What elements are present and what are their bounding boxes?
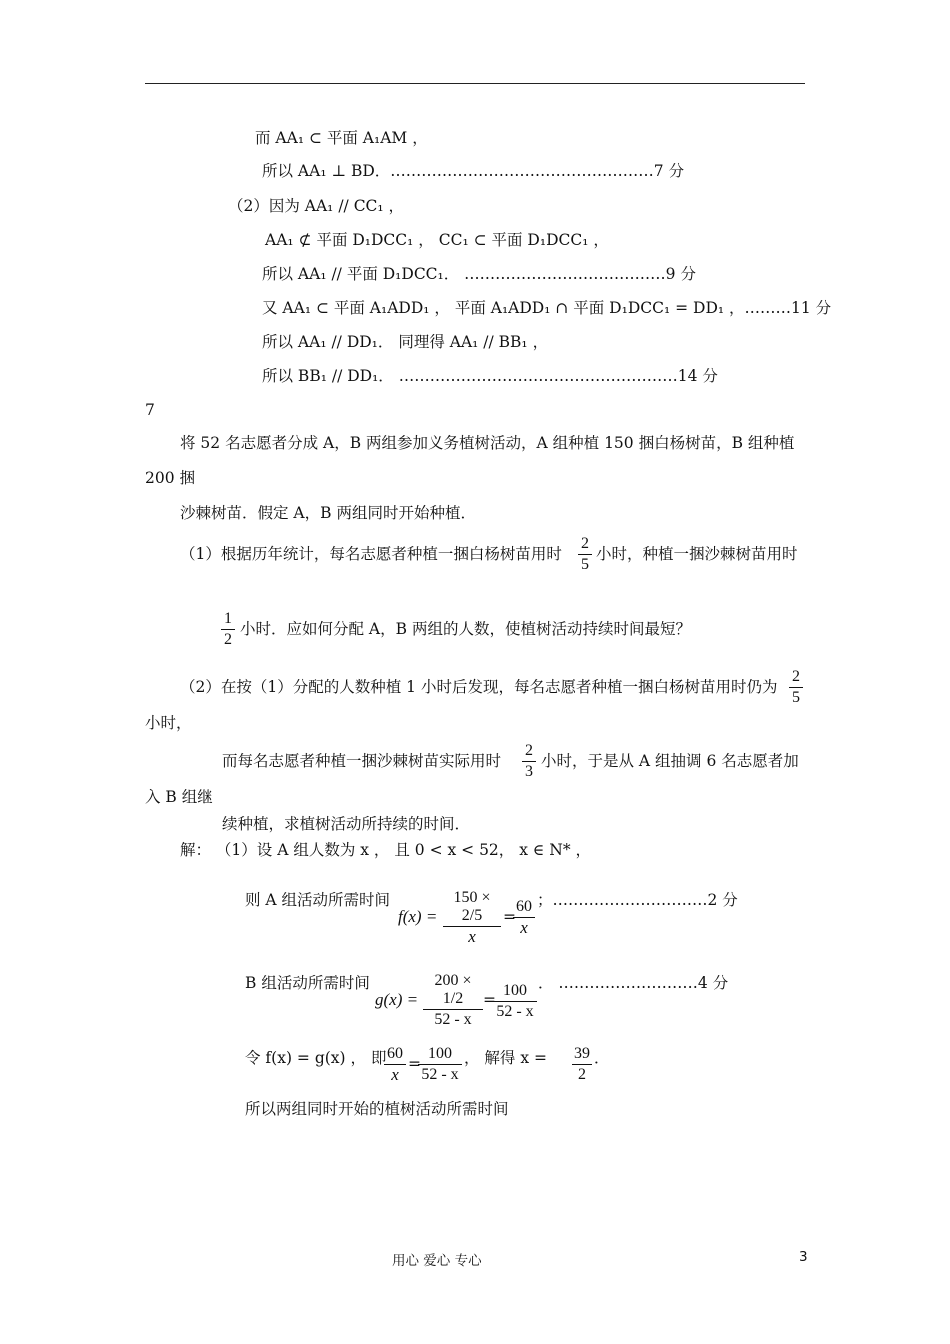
- fraction-60-x: 60 x: [513, 898, 535, 937]
- question-2-text-e: 入 B 组继: [145, 788, 213, 806]
- solution-line-5: 所以两组同时开始的植树活动所需时间: [245, 1100, 509, 1118]
- fraction-60-x-b: 60 x: [384, 1045, 406, 1084]
- fraction-100-52x-b: 100 52 - x: [418, 1045, 462, 1084]
- fraction-39-2: 39 2: [574, 1045, 590, 1083]
- problem-text-1: 将 52 名志愿者分成 A，B 两组参加义务植树活动，A 组种植 150 捆白杨树苗，B 组种植: [180, 434, 795, 452]
- equals-sign-2: =: [483, 991, 496, 1009]
- proof-line-5: 所以 AA₁ // 平面 D₁DCC₁． …………………………………9 分: [262, 265, 696, 283]
- solution-line-3-tail: ． ………………………4 分: [538, 974, 729, 992]
- question-1-text-c: 小时．应如何分配 A，B 两组的人数，使植树活动持续时间最短？: [240, 620, 691, 638]
- solution-line-2: 则 A 组活动所需时间: [245, 891, 391, 909]
- question-2-text-b: 小时，: [145, 714, 192, 732]
- fraction-2-5-b: 2 5: [789, 668, 803, 707]
- proof-line-8: 所以 BB₁ // DD₁． ………………………………………………14 分: [262, 367, 718, 385]
- proof-line-1: 而 AA₁ ⊂ 平面 A₁AM ，: [255, 129, 428, 147]
- fraction-2-3: 2 3: [522, 742, 536, 781]
- equals-sign-3: =: [408, 1055, 421, 1073]
- problem-number: 7: [145, 401, 155, 419]
- problem-text-2: 沙棘树苗．假定 A，B 两组同时开始种植．: [180, 504, 476, 522]
- page-number: 3: [799, 1249, 808, 1265]
- fraction-a-time: 150 × 2/5 x: [443, 889, 501, 946]
- proof-line-7: 所以 AA₁ // DD₁． 同理得 AA₁ // BB₁ ，: [262, 333, 549, 351]
- question-2-text-f: 续种植，求植树活动所持续的时间．: [222, 815, 471, 833]
- question-2-text-d: 小时，于是从 A 组抽调 6 名志愿者加: [541, 752, 799, 770]
- question-1-text-b: 小时，种植一捆沙棘树苗用时: [596, 545, 798, 563]
- footer-slogan: 用心 爱心 专心: [392, 1253, 482, 1269]
- solution-line-2-tail: ；…………………………2 分: [537, 891, 738, 909]
- proof-line-3: （2）因为 AA₁ // CC₁ ，: [228, 197, 405, 215]
- proof-line-6: 又 AA₁ ⊂ 平面 A₁ADD₁ ， 平面 A₁ADD₁ ∩ 平面 D₁DCC₁ = DD₁ ，………11 分: [262, 299, 832, 317]
- solution-line-4a: 令 f(x) = g(x) ， 即: [245, 1049, 387, 1067]
- question-2-text-c: 而每名志愿者种植一捆沙棘树苗实际用时: [222, 752, 502, 770]
- question-2-text-a: （2）在按（1）分配的人数种植 1 小时后发现，每名志愿者种植一捆白杨树苗用时仍为: [180, 678, 778, 696]
- fraction-2-5: 2 5: [578, 535, 592, 574]
- question-1-text-a: （1）根据历年统计，每名志愿者种植一捆白杨树苗用时: [180, 545, 562, 563]
- solution-line-4c: ．: [594, 1049, 610, 1067]
- problem-text-1b: 200 捆: [145, 469, 196, 487]
- proof-line-4: AA₁ ⊄ 平面 D₁DCC₁ ， CC₁ ⊂ 平面 D₁DCC₁ ，: [265, 231, 609, 249]
- f-of-x: f(x) =: [398, 907, 438, 926]
- solution-line-1: 解： （1）设 A 组人数为 x ， 且 0 < x < 52， x ∈ N* ，: [180, 841, 592, 859]
- solution-line-4b: ， 解得 x =: [464, 1049, 548, 1067]
- equals-sign: =: [503, 908, 516, 926]
- solution-line-3: B 组活动所需时间: [245, 974, 370, 992]
- proof-line-2: 所以 AA₁ ⊥ BD．……………………………………………7 分: [262, 162, 685, 180]
- fraction-b-time: 200 × 1/2 52 - x: [423, 972, 483, 1029]
- g-of-x: g(x) =: [375, 990, 419, 1009]
- header-rule: [145, 83, 805, 84]
- fraction-1-2: 1 2: [221, 610, 235, 649]
- fraction-100-52x: 100 52 - x: [493, 982, 537, 1021]
